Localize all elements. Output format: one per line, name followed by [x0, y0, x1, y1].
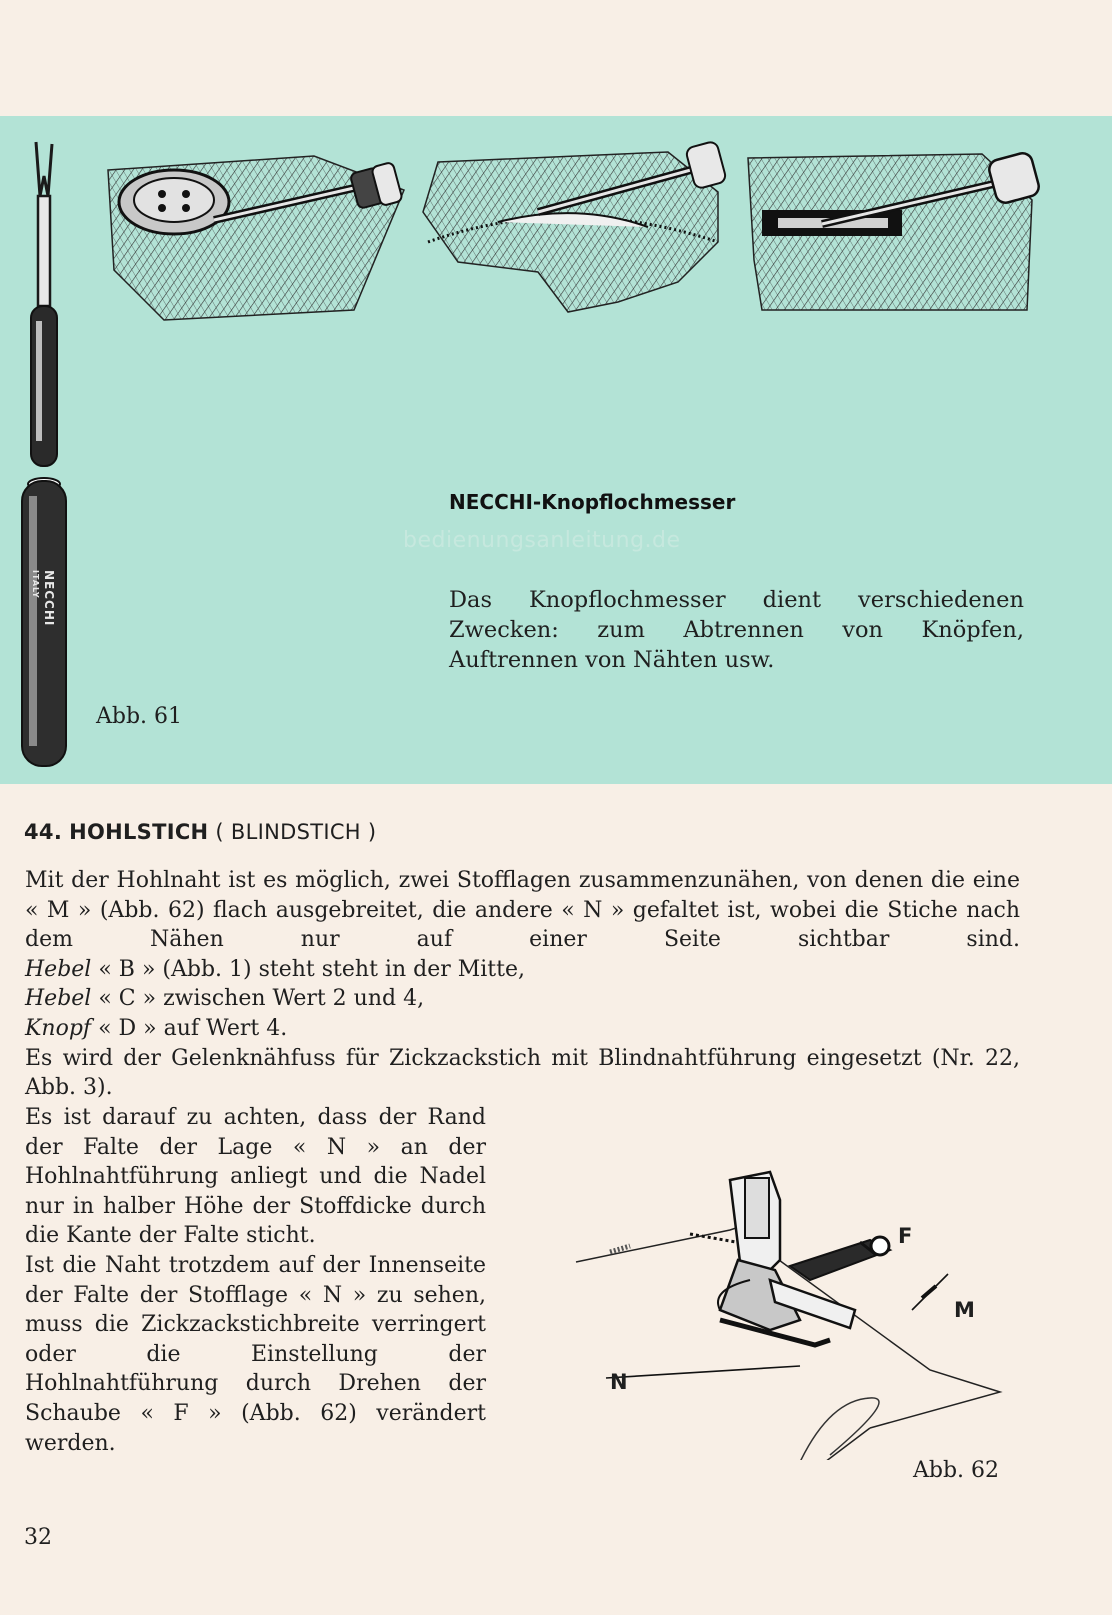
figure-label-61: Abb. 61	[96, 704, 183, 729]
figure-label-62: Abb. 62	[913, 1458, 1000, 1483]
section-number: 44.	[24, 820, 63, 844]
seam-ripper-illustration	[14, 136, 74, 776]
seam-opening-illustration	[418, 132, 738, 322]
label-M: M	[954, 1298, 975, 1322]
paragraph-4: Ist die Naht trotzdem auf der Innenseite der Falte der Stofflage « N » zu sehen, muss die Zickzackstichbreite verringert oder die Einstellung der Hohlnahtführung durch Drehen der Schaube « F » (Abb. 62) verändert werden.	[25, 1252, 486, 1456]
setting-line-2: Hebel « C » zwischen Wert 2 und 4,	[25, 986, 425, 1012]
section-subtitle: ( BLINDSTICH )	[215, 820, 377, 844]
section-heading	[24, 820, 376, 844]
tool-handle-text: NECCHI ITALY	[31, 570, 56, 627]
label-N: N	[610, 1370, 628, 1394]
label-F: F	[898, 1224, 913, 1248]
setting-line-1: Hebel « B » (Abb. 1) steht steht in der Mitte,	[25, 956, 525, 982]
watermark: bedienungsanleitung.de	[403, 528, 681, 553]
page-number: 32	[24, 1525, 52, 1550]
tool-description: Das Knopflochmesser dient verschiedenen Zwecken: zum Abtrennen von Knöpfen, Auftrennen von Nähten usw.	[449, 587, 1024, 673]
button-removal-illustration	[104, 150, 414, 325]
section-body-column	[25, 1103, 486, 1458]
paragraph-1: Mit der Hohlnaht ist es möglich, zwei Stofflagen zusammenzunähen, von denen die eine « M » (Abb. 62) flach ausgebreitet, die andere « N » gefaltet ist, wobei die Stiche nach dem Nähen nur auf einer Seite sichtbar sind.	[25, 868, 1020, 953]
presser-foot-illustration	[570, 1170, 1010, 1460]
paragraph-2: Es wird der Gelenknähfuss für Zickzackstich mit Blindnahtführung eingesetzt (Nr. 22, Abb. 3).	[25, 1045, 1020, 1101]
section-title: HOHLSTICH	[69, 820, 209, 844]
setting-line-3: Knopf « D » auf Wert 4.	[25, 1015, 288, 1041]
paragraph-3: Es ist darauf zu achten, dass der Rand der Falte der Lage « N » an der Hohlnahtführung anliegt und die Nadel nur in halber Höhe der Stoffdicke durch die Kante der Falte sticht.	[25, 1105, 486, 1249]
section-body	[25, 866, 1020, 1103]
tool-title: NECCHI-Knopflochmesser	[449, 490, 736, 514]
buttonhole-cutting-illustration	[742, 150, 1062, 315]
